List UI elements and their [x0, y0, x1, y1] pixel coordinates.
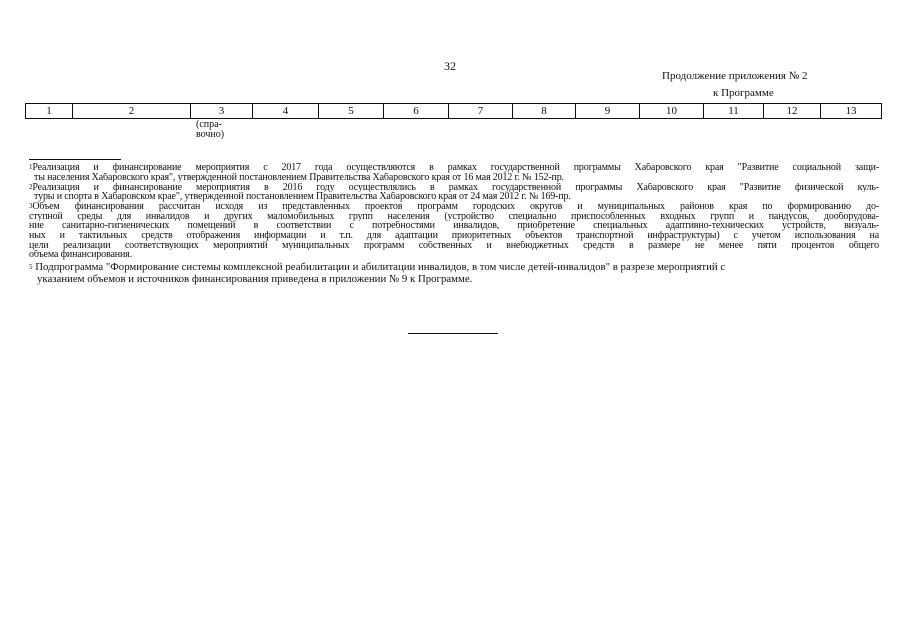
column-number-cell: 10	[640, 104, 704, 119]
column-number-cell: 11	[704, 104, 764, 119]
column-number-cell: 5	[319, 104, 384, 119]
column-number-table	[25, 103, 882, 119]
table-row	[26, 104, 882, 119]
footnote-line: туры и спорта в Хабаровском крае", утвержденной постановлением Правительства Хабаровского края от 24 мая 2012 г. № 169-пр.	[34, 192, 571, 202]
footnote-line: цели реализации соответствующих мероприятий муниципальных программ собственных и внебюджетных средств в размере не менее пяти процентов общего	[29, 240, 879, 251]
footnote-marker: 5	[29, 262, 33, 271]
footnotes	[29, 163, 879, 285]
footnote-line: Подпрограмма "Формирование системы комплексной реабилитации и абилитации инвалидов, в том числе детей-инвалидов" в разрезе мероприятий с	[35, 260, 726, 273]
footnote-line: ступной среды для инвалидов и других маломобильных групп населения (устройство специально приспособленных входных групп и пандусов, дооборудова-	[29, 211, 879, 222]
appendix-header-line2: к Программе	[713, 87, 774, 99]
column-3-note: (спра- вочно)	[196, 119, 225, 140]
column-number-cell: 7	[449, 104, 513, 119]
footnote-line: объема финансирования.	[29, 250, 132, 260]
footnote-line: Реализация и финансирование мероприятия с 2017 года осуществляются в рамках государственной программы Хабаровского края "Развитие социальной защи-	[32, 163, 879, 173]
footnote-marker: 3	[29, 202, 33, 211]
end-separator	[408, 333, 498, 334]
column-number-cell: 1	[26, 104, 73, 119]
footnote-line: Объем финансирования рассчитан исходя из представленных проектов программ городских округов и муниципальных районов края по формированию до-	[32, 202, 879, 212]
footnote-1	[29, 163, 879, 182]
footnote-5	[29, 261, 879, 285]
column-number-cell: 6	[384, 104, 449, 119]
column-number-cell: 4	[253, 104, 319, 119]
column-number-cell: 9	[576, 104, 640, 119]
footnote-separator	[29, 159, 121, 160]
footnote-line: указанием объемов и источников финансирования приведена в приложении № 9 к Программе.	[37, 272, 473, 285]
column-number-cell: 12	[764, 104, 821, 119]
footnote-2	[29, 183, 879, 202]
footnote-marker: 2	[29, 182, 33, 191]
footnote-3	[29, 202, 879, 260]
footnote-line: ты населения Хабаровского края", утвержденной постановлением Правительства Хабаровского края от 16 мая 2012 г. № 152-пр.	[34, 172, 564, 183]
column-number-cell: 13	[821, 104, 882, 119]
column-number-cell: 8	[513, 104, 576, 119]
page-number: 32	[444, 59, 456, 73]
footnote-line: ных и тактильных средств отображения информации и т.п. для адаптации приоритетных объектов транспортной инфраструктуры) с учетом использования на	[29, 230, 879, 241]
footnote-line: Реализация и финансирование мероприятия в 2016 году осуществлялись в рамках государственной программы Хабаровского края "Развитие физической куль-	[32, 182, 879, 193]
footnote-marker: 1	[29, 163, 33, 171]
footnote-line: ние санитарно-гигиенических помещений в соответствии с потребностями инвалидов, приобретение специальных адаптивно-технических устройств, визуаль-	[29, 221, 879, 231]
appendix-header-line1: Продолжение приложения № 2	[662, 70, 808, 82]
column-number-cell: 3	[191, 104, 253, 119]
column-number-cell: 2	[73, 104, 191, 119]
